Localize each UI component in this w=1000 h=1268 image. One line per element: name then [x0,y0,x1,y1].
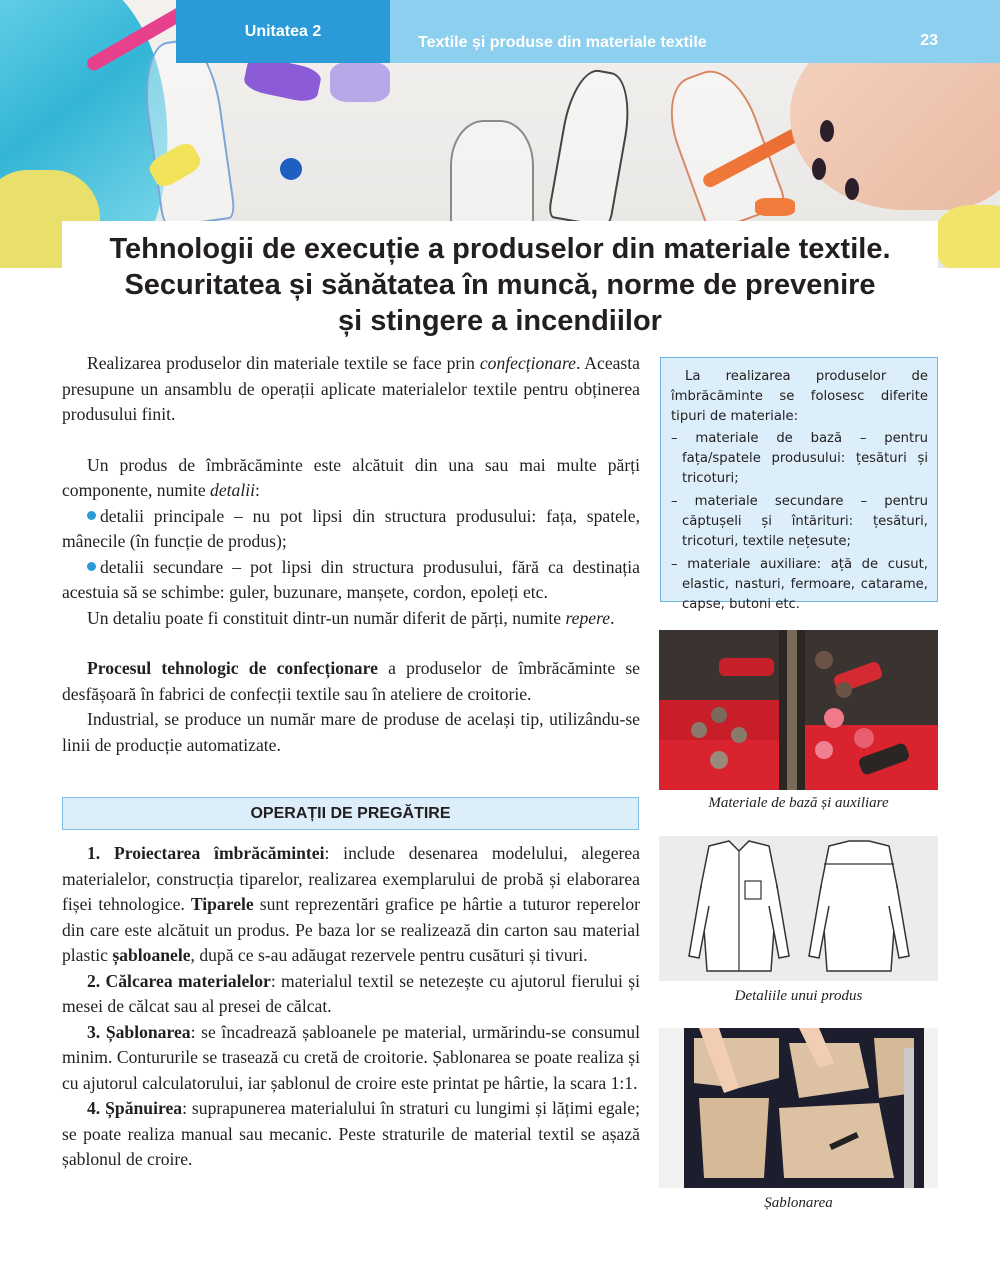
bullet2-text: detalii secundare – pot lipsi din structura produsului, fără ca destinația acestuia să se schimbe: guler, buzunare, manșete, cordon, epoleți etc. [62,556,640,602]
measuring-tape [935,205,1000,268]
operation-2 [62,969,640,1020]
bullet-detalii-secundare [62,555,640,606]
materials-info-box [660,357,938,612]
p3-text-a: Un detaliu poate fi constituit dintr-un număr diferit de părți, numite [87,607,566,628]
p2-emphasis: detalii [210,480,256,500]
p1-text-a: Realizarea produselor din materiale textile se face prin [87,353,480,373]
section-heading [62,797,639,830]
op1-bold: 1. Proiectarea îmbrăcămintei [87,843,325,863]
operation-1 [62,841,640,969]
p4-bold: Procesul tehnologic de confecționare [87,658,378,678]
unit-title: Textile și produse din materiale textile [418,34,707,51]
intro-paragraph-1 [62,351,640,428]
nail-2 [812,158,826,180]
intro-paragraph-5 [62,707,640,758]
operations-text [62,841,640,1173]
intro-paragraph-2 [62,453,640,504]
materials-list-item: – materiale de bază – pentru fața/spatele produsului: țesături și tricoturi; [671,431,928,486]
unit-label-text: Unitatea 2 [244,22,322,40]
materials-list-item: – materiale auxiliare: ață de cusut, elastic, nasturi, fermoare, catarame, capse, butoni etc. [671,557,928,612]
materials-photo-illustration [659,630,938,790]
info-box-intro: La realizarea produselor de îmbrăcăminte se folosesc diferite tipuri de materiale: [671,369,928,424]
section-heading-text: OPERAȚII DE PREGĂTIRE [250,804,451,822]
op1-text-c: , după ce s-au adăugat rezervele pentru cusături și tivuri. [190,945,588,965]
op1-bold-2: Tiparele [190,894,254,914]
p5-text: Industrial, se produce un număr mare de produse de același tip, utilizându-se linii de producție automatizate. [62,709,640,755]
page-number: 23 [920,32,938,49]
op1-bold-3: șabloanele [112,945,191,965]
blue-button-illustration [280,158,302,180]
op2-bold: 2. Călcarea materialelor [87,970,271,991]
bullet1-text: detalii principale – nu pot lipsi din structura produsului: fața, spatele, mânecile (în funcție de produs); [62,505,640,551]
nail-3 [845,178,859,200]
p4-text: a produselor de îmbrăcăminte se desfășoară în fabrici de confecții textile sau în ateliere de croitorie. [62,658,640,704]
shirt-drawing-illustration [659,836,938,981]
title-line-1: Tehnologii de execuție a produselor din materiale textile. [109,233,891,265]
op1-text-b: sunt reprezentări grafice pe hârtie a tuturor reperelor din care este alcătuit un produs. Pe baza lor se realizează din carton sau material plastic [62,894,641,965]
caption-materials: Materiale de bază și auxiliare [708,795,889,811]
fashion-sketch-2 [450,120,534,234]
op3-text: : se încadrează șabloanele pe material, urmărindu-se consumul minim. Contururile se trasează cu cretă de croitorie. Șablonarea se poate realiza și cu ajutorul calculatorului, iar șablonul de croire este printat pe hârtie, la scara 1:1. [62,1021,640,1093]
caption-product-details: Detaliile unui produs [734,988,863,1004]
templating-photo [659,1028,938,1188]
operation-4 [62,1096,640,1173]
caption-templating: Șablonarea [764,1195,833,1211]
title-line-2: Securitatea și sănătatea în muncă, norme de prevenire [124,269,876,301]
lavender-ribbon [330,62,390,102]
op4-bold: 4. Șpănuirea [87,1098,183,1118]
unit-label [176,0,390,63]
orange-bow [755,198,795,216]
materials-list [671,429,928,615]
intro-paragraph-3 [62,606,640,632]
p2-text-a: Un produs de îmbrăcăminte este alcătuit din una sau mai multe părți componente, numite [62,454,640,500]
materials-photo [659,630,938,790]
op1-text-a: : include desenarea modelului, alegerea materialelor, construcția tiparelor, realizarea exemplarului de probă și elaborarea fișei tehnologice. [62,843,640,914]
op2-text: : materialul textil se netezește cu ajutorul fierului și mesei de călcat sau al presei de călcat. [62,970,640,1016]
fashion-sketch-3 [547,66,637,229]
intro-paragraph-4 [62,656,640,707]
p1-emphasis: confecționare [479,353,576,373]
shirt-drawing [659,836,938,981]
materials-list-item: – materiale secundare – pentru căptușeli și întărituri: țesături, tricoturi, textile nețesute; [671,494,928,549]
unit-title-bar [390,0,1000,63]
title-line-3: și stingere a incendiilor [338,305,662,337]
templating-photo-illustration [659,1028,938,1188]
lesson-title-box [62,221,938,346]
operation-3 [62,1020,640,1097]
lesson-title [62,231,938,339]
nail-1 [820,120,834,142]
p1-text-b: . Aceasta presupune un ansamblu de operații aplicate materialelor textile pentru obținerea produsului finit. [62,353,640,424]
intro-text [62,351,640,758]
p3-text-b: . [610,607,615,628]
bullet-detalii-principale [62,504,640,555]
op4-text: : suprapunerea materialului în straturi cu lungimi și lățimi egale; se poate realiza manual sau mecanic. Peste straturile de material textil se așază șablonul de croire. [62,1098,640,1169]
p2-text-b: : [255,480,260,500]
op3-bold: 3. Șablonarea [87,1021,191,1042]
p3-emphasis: repere [565,607,611,628]
